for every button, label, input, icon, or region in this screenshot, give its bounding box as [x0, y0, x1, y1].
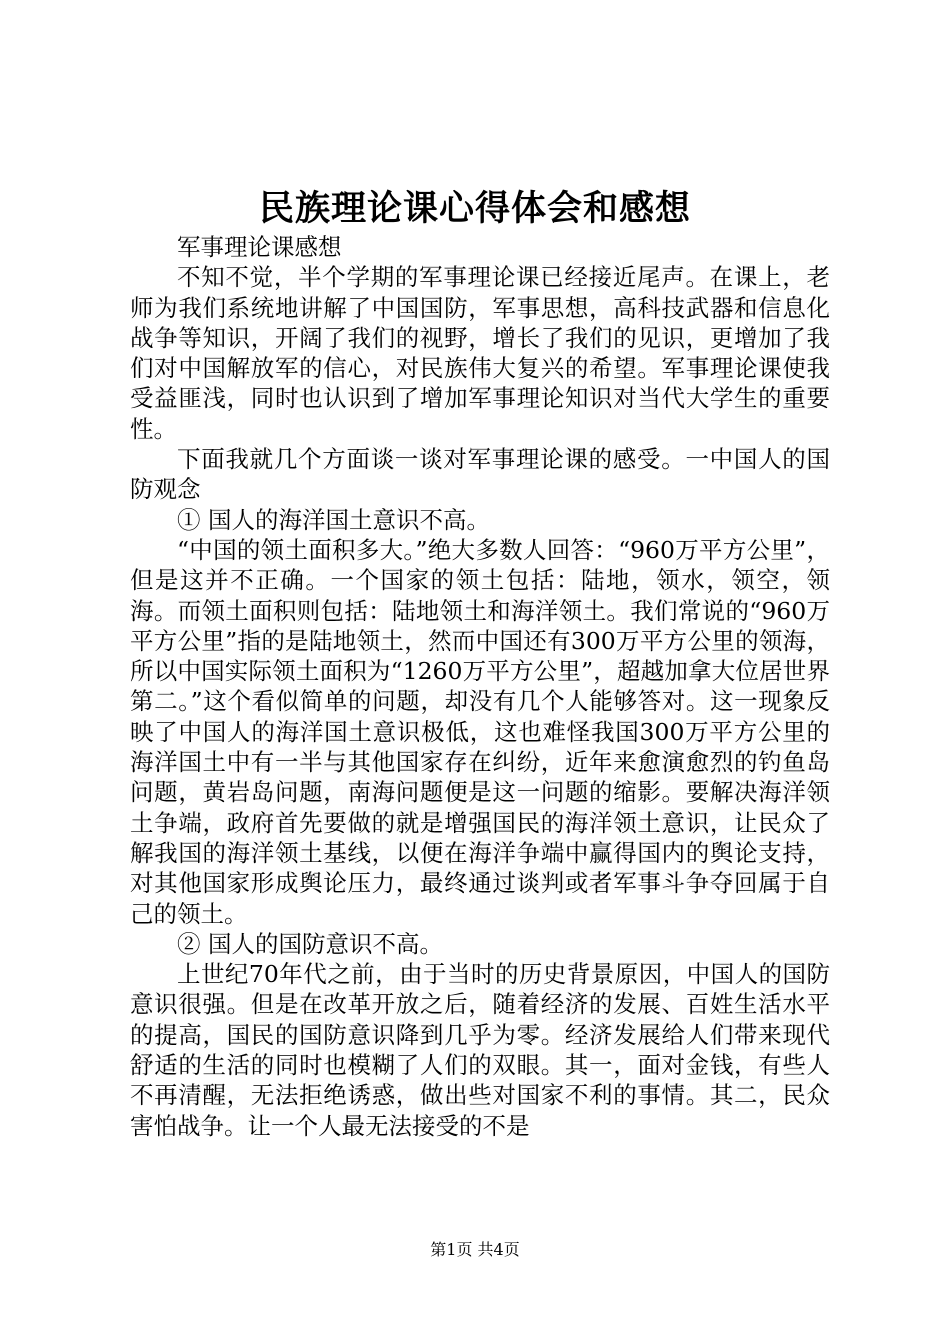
paragraph-point-1: ① 国人的海洋国土意识不高。	[177, 505, 490, 534]
page-footer: 第1页 共4页	[430, 1240, 520, 1259]
paragraph: 不知不觉，半个学期的军事理论课已经接近尾声。在课上，老师为我们系统地讲解了中国国防，军事思想，高科技武器和信息化战争等知识，开阔了我们的视野，增长了我们的见识，更增加了我们对中国解放军的信心，对民族伟大复兴的希望。军事理论课使我受益匪浅，同时也认识到了增加军事理论知识对当代大学生的重要性。	[130, 263, 830, 443]
paragraph: 下面我就几个方面谈一谈对军事理论课的感受。一中国人的国防观念	[130, 445, 830, 504]
document-body	[130, 232, 830, 1141]
paragraph-point-2: ② 国人的国防意识不高。	[177, 929, 443, 958]
paragraph: 上世纪70年代之前，由于当时的历史背景原因，中国人的国防意识很强。但是在改革开放之后，随着经济的发展、百姓生活水平的提高，国民的国防意识降到几乎为零。经济发展给人们带来现代舒适的生活的同时也模糊了人们的双眼。其一，面对金钱，有些人不再清醒，无法拒绝诱惑，做出些对国家不利的事情。其二，民众害怕战争。让一个人最无法接受的不是	[130, 960, 830, 1140]
paragraph-subtitle: 军事理论课感想	[177, 233, 342, 261]
document-title: 民族理论课心得体会和感想	[258, 188, 691, 229]
paragraph: “中国的领土面积多大。”绝大多数人回答：“960万平方公里”，但是这并不正确。一个国家的领土包括：陆地，领水，领空，领海。而领土面积则包括：陆地领土和海洋领土。我们常说的“960万平方公里”指的是陆地领土，然而中国还有300万平方公里的领海，所以中国实际领土面积为“1260万平方公里”，超越加拿大位居世界第二。”这个看似简单的问题，却没有几个人能够答对。这一现象反映了中国人的海洋国土意识极低，这也难怪我国300万平方公里的海洋国土中有一半与其他国家存在纠纷，近年来愈演愈烈的钓鱼岛问题，黄岩岛问题，南海问题便是这一问题的缩影。要解决海洋领土争端，政府首先要做的就是增强国民的海洋领土意识，让民众了解我国的海洋领土基线，以便在海洋争端中赢得国内的舆论支持，对其他国家形成舆论压力，最终通过谈判或者军事斗争夺回属于自己的领土。	[130, 535, 830, 928]
